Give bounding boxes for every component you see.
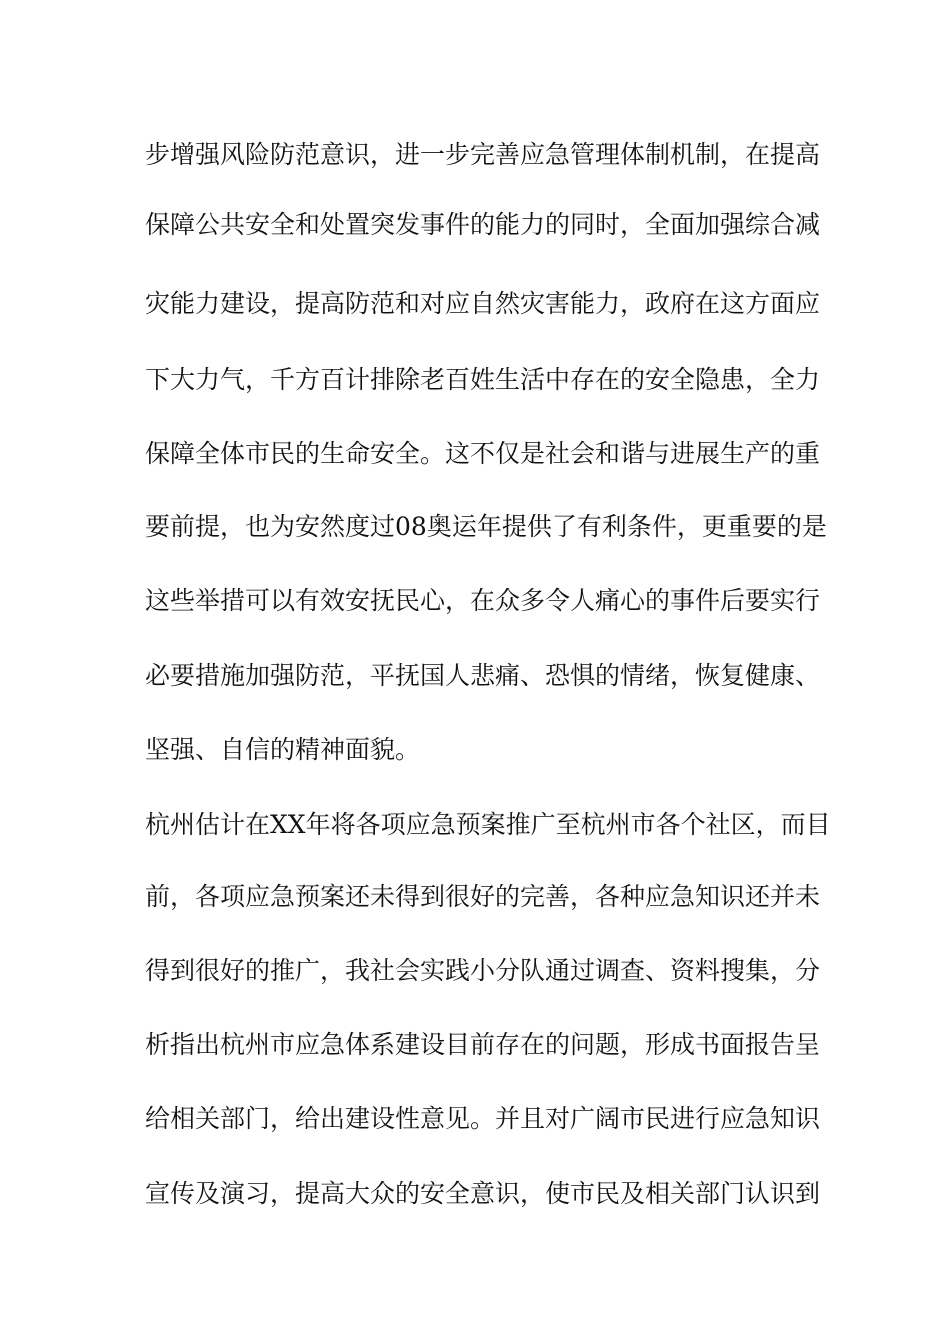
paragraph-1-line-3: 灾能力建设，提高防范和对应自然灾害能力，政府在这方面应 <box>145 289 821 318</box>
paragraph-1-line-7: 这些举措可以有效安抚民心，在众多令人痛心的事件后要实行 <box>145 586 821 615</box>
paragraph-2-line-5: 给相关部门，给出建设性意见。并且对广阔市民进行应急知识 <box>145 1104 821 1133</box>
paragraph-1-line-9: 坚强、自信的精神面貌。 <box>145 735 421 764</box>
paragraph-2-line-1: 杭州估计在XX年将各项应急预案推广至杭州市各个社区，而目 <box>145 810 831 839</box>
paragraph-1-line-4: 下大力气，千方百计排除老百姓生活中存在的安全隐患，全力 <box>145 365 821 394</box>
paragraph-1-line-2: 保障公共安全和处置突发事件的能力的同时，全面加强综合减 <box>145 210 821 239</box>
paragraph-2-line-4: 析指出杭州市应急体系建设目前存在的问题，形成书面报告呈 <box>145 1030 821 1059</box>
paragraph-2-line-3: 得到很好的推广，我社会实践小分队通过调查、资料搜集，分 <box>145 956 821 985</box>
paragraph-1-line-5: 保障全体市民的生命安全。这不仅是社会和谐与进展生产的重 <box>145 439 821 468</box>
paragraph-2-line-2: 前，各项应急预案还未得到很好的完善，各种应急知识还并未 <box>145 882 821 911</box>
paragraph-1-line-8: 必要措施加强防范，平抚国人悲痛、恐惧的情绪，恢复健康、 <box>145 661 821 690</box>
paragraph-1-line-1: 步增强风险防范意识，进一步完善应急管理体制机制，在提高 <box>145 140 821 169</box>
paragraph-2-line-6: 宣传及演习，提高大众的安全意识，使市民及相关部门认识到 <box>145 1179 821 1208</box>
paragraph-1-line-6: 要前提，也为安然度过08奥运年提供了有利条件，更重要的是 <box>145 512 827 541</box>
